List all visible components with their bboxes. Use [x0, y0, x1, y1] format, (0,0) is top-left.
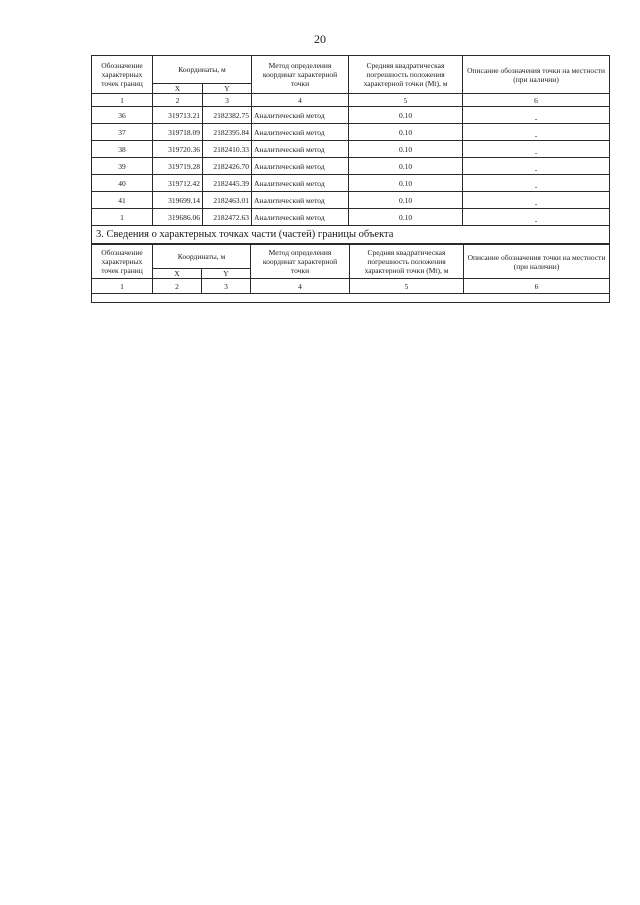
header-error: Средняя квадратическая погрешность положения характерной точки (Mt), м [349, 56, 463, 94]
header-error: Средняя квадратическая погрешность положения характерной точки (Mt), м [350, 245, 464, 279]
header-description: Описание обозначения точки на местности (при наличии) [464, 245, 610, 279]
column-number: 3 [203, 94, 252, 107]
header-x: X [153, 84, 203, 94]
column-number: 3 [202, 279, 251, 294]
header-coordinates: Координаты, м [153, 56, 252, 84]
header-x: X [153, 269, 202, 279]
coord-y: 2182410.33 [203, 141, 252, 158]
section-row [92, 226, 610, 244]
description-cell [463, 107, 610, 124]
column-number: 6 [463, 94, 610, 107]
header-method: Метод определения координат характерной точки [251, 245, 350, 279]
boundary-points-table [91, 55, 610, 244]
coord-x: 319720.36 [153, 141, 203, 158]
coord-x: 319712.42 [153, 175, 203, 192]
point-id: 40 [92, 175, 153, 192]
point-id: 38 [92, 141, 153, 158]
header-description: Описание обозначения точки на местности (при наличии) [463, 56, 610, 94]
method-cell: Аналитический метод [252, 158, 349, 175]
header-y: Y [203, 84, 252, 94]
coord-x: 319686.06 [153, 209, 203, 226]
method-cell: Аналитический метод [252, 141, 349, 158]
column-number: 1 [92, 279, 153, 294]
description-value: - [534, 130, 538, 140]
column-number: 2 [153, 279, 202, 294]
coord-x: 319713.21 [153, 107, 203, 124]
description-cell [463, 175, 610, 192]
column-number: 4 [252, 94, 349, 107]
point-id: 37 [92, 124, 153, 141]
point-id: 1 [92, 209, 153, 226]
description-cell [463, 141, 610, 158]
table-row [92, 141, 610, 158]
mt-cell: 0.10 [349, 124, 463, 141]
point-id: 41 [92, 192, 153, 209]
table-row [92, 158, 610, 175]
mt-cell: 0.10 [349, 192, 463, 209]
header-method: Метод определения координат характерной точки [252, 56, 349, 94]
column-number: 5 [349, 94, 463, 107]
section-title: 3. Сведения о характерных точках части (частей) границы объекта [92, 226, 610, 244]
coord-x: 319699.14 [153, 192, 203, 209]
header-designation: Обозначение характерных точек границ [92, 56, 153, 94]
description-value: - [534, 215, 538, 225]
empty-cell [92, 294, 610, 303]
method-cell: Аналитический метод [252, 192, 349, 209]
page-number: 20 [314, 32, 326, 46]
header-coordinates: Координаты, м [153, 245, 251, 269]
method-cell: Аналитический метод [252, 175, 349, 192]
mt-cell: 0.10 [349, 209, 463, 226]
column-number: 4 [251, 279, 350, 294]
coord-y: 2182395.84 [203, 124, 252, 141]
column-numbers-row [92, 94, 610, 107]
column-number: 6 [464, 279, 610, 294]
description-value: - [534, 164, 538, 174]
mt-cell: 0.10 [349, 107, 463, 124]
description-value: - [534, 198, 538, 208]
description-cell [463, 124, 610, 141]
coord-y: 2182445.39 [203, 175, 252, 192]
column-numbers-row [92, 279, 610, 294]
mt-cell: 0.10 [349, 141, 463, 158]
description-value: - [534, 113, 538, 123]
coord-y: 2182463.01 [203, 192, 252, 209]
table-row [92, 192, 610, 209]
table-row [92, 107, 610, 124]
table-row [92, 175, 610, 192]
column-number: 2 [153, 94, 203, 107]
method-cell: Аналитический метод [252, 124, 349, 141]
method-cell: Аналитический метод [252, 107, 349, 124]
description-value: - [534, 147, 538, 157]
header-y: Y [202, 269, 251, 279]
empty-row [92, 294, 610, 303]
header-designation: Обозначение характерных точек границ [92, 245, 153, 279]
description-value: - [534, 181, 538, 191]
document-sheet [91, 55, 609, 303]
mt-cell: 0.10 [349, 158, 463, 175]
point-id: 39 [92, 158, 153, 175]
coord-y: 2182426.70 [203, 158, 252, 175]
coord-y: 2182382.75 [203, 107, 252, 124]
point-id: 36 [92, 107, 153, 124]
coord-x: 319718.09 [153, 124, 203, 141]
part-boundary-points-table [91, 244, 610, 303]
mt-cell: 0.10 [349, 175, 463, 192]
column-number: 1 [92, 94, 153, 107]
description-cell [463, 158, 610, 175]
column-number: 5 [350, 279, 464, 294]
method-cell: Аналитический метод [252, 209, 349, 226]
coord-x: 319719.28 [153, 158, 203, 175]
description-cell [463, 192, 610, 209]
description-cell [463, 209, 610, 226]
table-row [92, 124, 610, 141]
table-row [92, 209, 610, 226]
coord-y: 2182472.63 [203, 209, 252, 226]
